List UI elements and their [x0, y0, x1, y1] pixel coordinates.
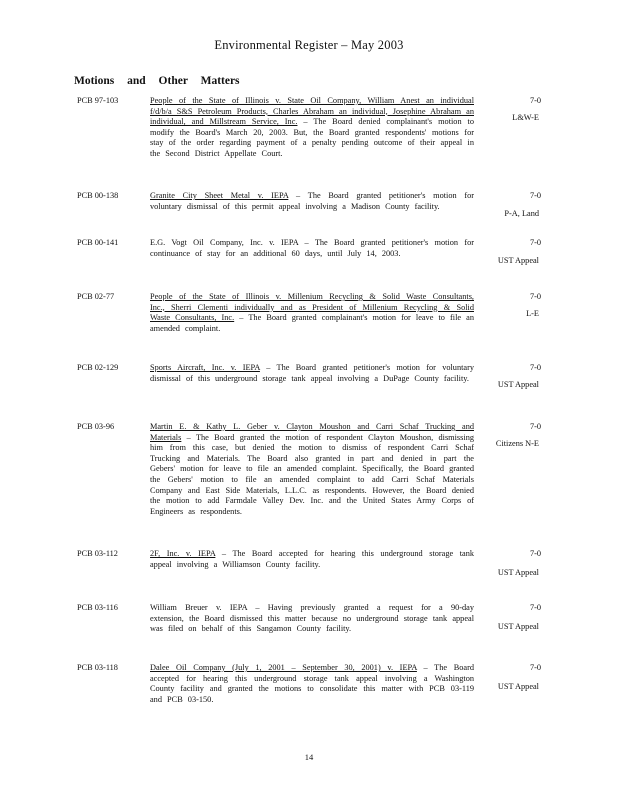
vote: 7-0 [529, 549, 541, 558]
case-category: UST Appeal [497, 256, 539, 265]
case-description [150, 422, 474, 517]
case-number: PCB 02-129 [77, 363, 119, 372]
case-category: UST Appeal [497, 568, 539, 577]
case-description [150, 549, 474, 570]
case-number: PCB 00-138 [77, 191, 119, 200]
case-summary: – The Board granted petitioner's motion for voluntary dismissal of this permit appeal involving a Madison County facility. [150, 191, 474, 211]
case-caption: 2F, Inc. v. IEPA [150, 549, 216, 558]
case-caption: Granite City Sheet Metal v. IEPA [150, 191, 289, 200]
vote: 7-0 [529, 422, 541, 431]
case-caption: People of the State of Illinois v. State Oil Company, William Anest an individual f/d/b/a S&S Petroleum Products, Charles Abraham an individual, Josephine Abraham an individual, and Millstream Service, Inc. [150, 96, 474, 127]
case-description [150, 663, 474, 705]
case-summary: – The Board granted complainant's motion for leave to file an amended complaint. [150, 313, 475, 333]
case-number: PCB 03-118 [77, 663, 118, 672]
case-number: PCB 03-112 [77, 549, 118, 558]
case-summary: – The Board granted petitioner's motion for voluntary dismissal of this underground storage tank appeal involving a DuPage County facility. [150, 363, 474, 383]
case-description [150, 191, 474, 212]
case-caption: Martin E. & Kathy L. Geber v. Clayton Moushon and Carri Schaf Trucking and Materials [150, 422, 474, 442]
vote: 7-0 [529, 363, 541, 372]
case-summary: – The Board accepted for hearing this underground storage tank appeal involving a Williamson County facility. [150, 549, 474, 569]
case-category: UST Appeal [497, 622, 539, 631]
case-caption: Dalee Oil Company (July 1, 2001 – September 30, 2001) v. IEPA [150, 663, 417, 672]
case-description [150, 238, 474, 259]
case-category: P-A, Land [504, 209, 539, 218]
case-caption: People of the State of Illinois v. Millenium Recycling & Solid Waste Consultants, Inc., Sherri Clementi individually and as President of Millenium Recycling & Solid Waste Consultants, Inc. [150, 292, 474, 323]
case-summary: – The Board granted the motion of respondent Clayton Moushon, dismissing him from this case, but denied the motion to dismiss of respondent Carri Schaf Trucking and Materials. The Board also granted in part and denied in part the Gebers' motion for leave to file an amended complaint. Specifically, the Board granted the Gebers' motion to file an amended complaint to add Carri Schaf Materials Company and East Side Materials, L.L.C. as respondents. However, the Board denied the motion to add Farmdale Valley Dev. Inc. and the United States Army Corps of Engineers as respondents. [150, 432, 474, 516]
page-number: 14 [304, 752, 314, 762]
case-description [150, 603, 474, 635]
case-summary: E.G. Vogt Oil Company, Inc. v. IEPA – The Board granted petitioner's motion for continuance of stay for an additional 60 days, until July 14, 2003. [150, 238, 474, 258]
case-summary: William Breuer v. IEPA – Having previously granted a request for a 90-day extension, the Board dismissed this matter because no underground storage tank appeal was filed on behalf of this Sangamon County facility. [150, 603, 474, 634]
vote: 7-0 [529, 663, 541, 672]
case-number: PCB 02-77 [77, 292, 115, 301]
case-number: PCB 00-141 [77, 238, 119, 247]
case-number: PCB 03-116 [77, 603, 118, 612]
vote: 7-0 [529, 96, 541, 105]
case-category: Citizens N-E [495, 439, 539, 448]
case-summary: – The Board accepted for hearing this underground storage tank appeal involving a Washington County facility and granted the motions to consolidate this matter with PCB 03-119 and PCB 03-150. [150, 663, 474, 704]
case-summary: – The Board denied complainant's motion to modify the Board's March 20, 2003. But, the Board granted respondents' motions for stay of the order regarding payment of a penalty pending outcome of their appeal in the Second District Appellate Court. [150, 117, 474, 158]
case-description [150, 292, 474, 334]
vote: 7-0 [529, 603, 541, 612]
case-category: UST Appeal [497, 380, 539, 389]
case-category: L-E [526, 309, 539, 318]
case-category: L&W-E [512, 113, 539, 122]
section-heading: Motions and Other Matters [74, 75, 240, 87]
case-description [150, 363, 474, 384]
vote: 7-0 [529, 238, 541, 247]
page-title: Environmental Register – May 2003 [214, 38, 404, 52]
vote: 7-0 [529, 292, 541, 301]
case-number: PCB 03-96 [77, 422, 115, 431]
case-description [150, 96, 474, 160]
case-caption: Sports Aircraft, Inc. v. IEPA [150, 363, 260, 372]
case-category: UST Appeal [497, 682, 539, 691]
case-number: PCB 97-103 [77, 96, 119, 105]
vote: 7-0 [529, 191, 541, 200]
